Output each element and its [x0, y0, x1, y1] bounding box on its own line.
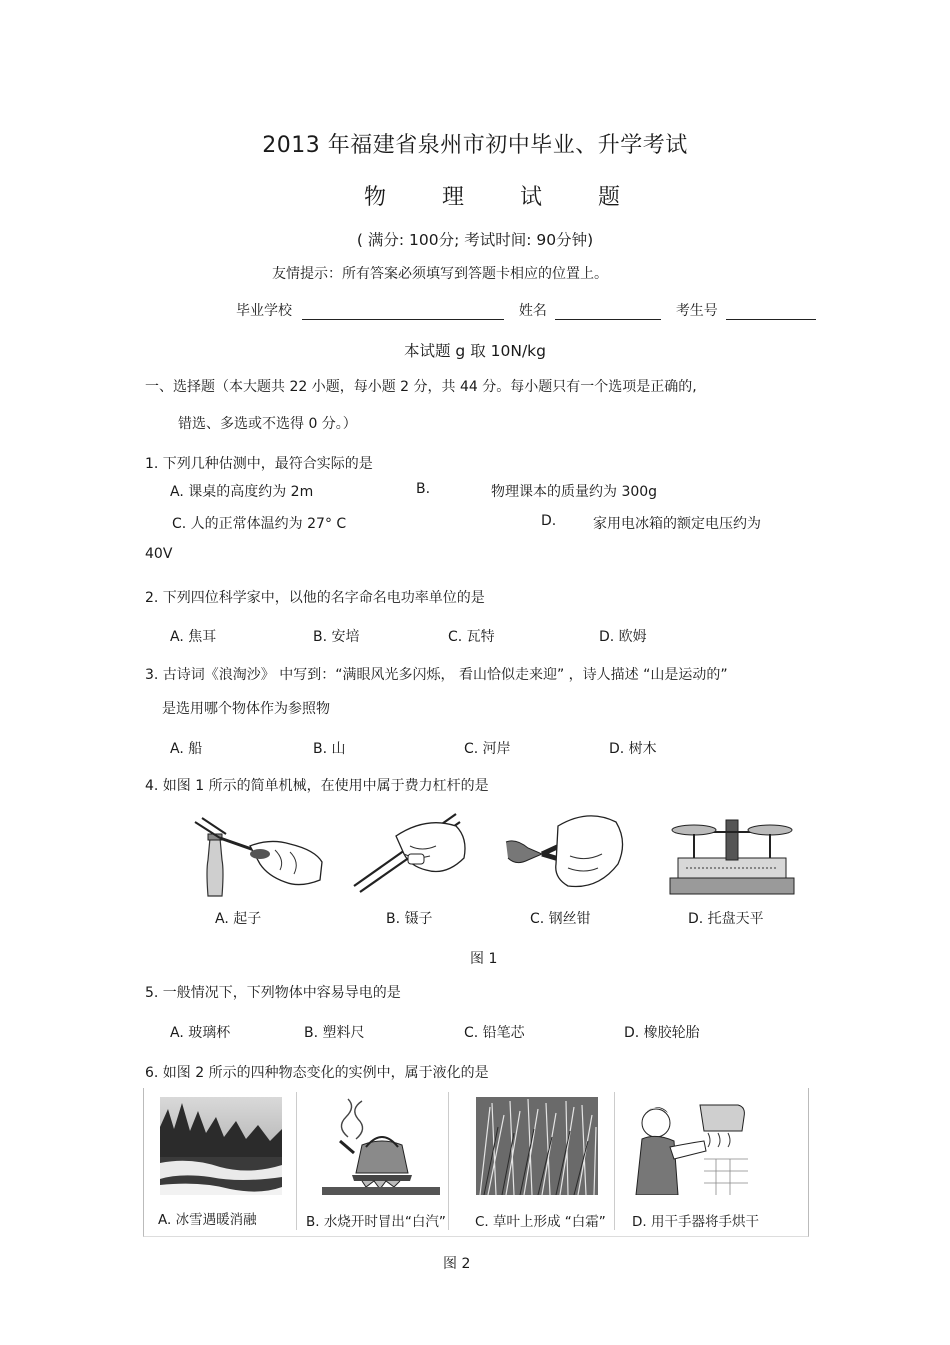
q1-option-b: 物理课本的质量约为 300g [491, 484, 658, 500]
school-field[interactable] [302, 303, 504, 320]
name-label: 姓名 [518, 303, 547, 319]
exam-no-label: 考生号 [675, 303, 718, 319]
q5-option-a: A. 玻璃杯 [170, 1025, 231, 1041]
subject-char: 题 [597, 185, 620, 210]
q4-option-b: B. 镊子 [386, 911, 433, 927]
hand-dryer-illustration [634, 1097, 748, 1195]
figure-divider [614, 1092, 615, 1230]
q2-option-d: D. 欧姆 [599, 629, 647, 645]
q1-option-c: C. 人的正常体温约为 27° C [172, 516, 347, 532]
question-1-stem: 1. 下列几种估测中，最符合实际的是 [145, 456, 373, 472]
student-info-fields [236, 300, 826, 320]
melting-snow-photo [160, 1097, 282, 1195]
subject-char: 物 [364, 185, 387, 210]
q3-option-b: B. 山 [313, 741, 346, 757]
balance-scale-illustration [664, 810, 800, 898]
q1-option-d: 家用电冰箱的额定电压约为 [593, 516, 761, 532]
q1-option-d-cont: 40V [145, 546, 173, 562]
boiling-kettle-illustration [322, 1097, 440, 1195]
q6-option-c: C. 草叶上形成 “白霜” [475, 1214, 606, 1230]
q3-option-c: C. 河岸 [464, 741, 511, 757]
q2-option-b: B. 安培 [313, 629, 360, 645]
exam-title: 2013 年福建省泉州市初中毕业、升学考试 [262, 133, 688, 158]
question-2-stem: 2. 下列四位科学家中，以他的名字命名电功率单位的是 [145, 590, 485, 606]
q5-option-c: C. 铅笔芯 [464, 1025, 525, 1041]
subject-char: 理 [441, 185, 464, 210]
subject-char: 试 [519, 185, 542, 210]
figure-divider [296, 1092, 297, 1230]
section-heading-cont: 错选、多选或不选得 0 分。） [178, 416, 357, 432]
bottle-opener-illustration [190, 810, 330, 900]
q2-option-a: A. 焦耳 [170, 629, 217, 645]
school-label: 毕业学校 [236, 303, 292, 319]
tweezers-illustration [346, 808, 470, 900]
pliers-illustration [498, 808, 630, 900]
section-heading: 一、选择题（本大题共 22 小题，每小题 2 分，共 44 分。每小题只有一个选项是正确的, [145, 379, 697, 395]
figure-divider [448, 1092, 449, 1230]
notice: 友情提示：所有答案必须填写到答题卡相应的位置上。 [272, 266, 608, 282]
q1-option-b-letter: B. [416, 481, 431, 497]
exam-no-field[interactable] [726, 303, 816, 320]
q4-option-d: D. 托盘天平 [688, 911, 764, 927]
question-3-stem: 3. 古诗词《浪淘沙》 中写到：“满眼风光多闪烁， 看山恰似走来迎” ，诗人描述 “山是运动的” [145, 667, 728, 683]
q4-option-a: A. 起子 [215, 911, 262, 927]
q3-option-d: D. 树木 [609, 741, 657, 757]
question-6-stem: 6. 如图 2 所示的四种物态变化的实例中，属于液化的是 [145, 1065, 489, 1081]
frosted-grass-photo [476, 1097, 598, 1195]
q2-option-c: C. 瓦特 [448, 629, 495, 645]
figure-2-caption: 图 2 [443, 1256, 471, 1272]
question-3-stem-cont: 是选用哪个物体作为参照物 [162, 701, 330, 717]
score-time-line: ( 满分: 100分; 考试时间: 90分钟) [356, 231, 594, 249]
question-4-stem: 4. 如图 1 所示的简单机械，在使用中属于费力杠杆的是 [145, 778, 489, 794]
q5-option-b: B. 塑料尺 [304, 1025, 365, 1041]
q1-option-d-letter: D. [541, 513, 557, 529]
name-field[interactable] [555, 303, 661, 320]
q6-option-d: D. 用干手器将手烘干 [632, 1214, 759, 1230]
figure-1-caption: 图 1 [470, 951, 498, 967]
q5-option-d: D. 橡胶轮胎 [624, 1025, 700, 1041]
q6-option-b: B. 水烧开时冒出“白汽” [306, 1214, 446, 1230]
subject-title [364, 180, 620, 211]
g-constant-line: 本试题 g 取 10N/kg [404, 342, 546, 360]
q4-option-c: C. 钢丝钳 [530, 911, 591, 927]
question-5-stem: 5. 一般情况下，下列物体中容易导电的是 [145, 985, 401, 1001]
q1-option-a: A. 课桌的高度约为 2m [170, 484, 314, 500]
q6-option-a: A. 冰雪遇暖消融 [158, 1212, 257, 1228]
q3-option-a: A. 船 [170, 741, 203, 757]
